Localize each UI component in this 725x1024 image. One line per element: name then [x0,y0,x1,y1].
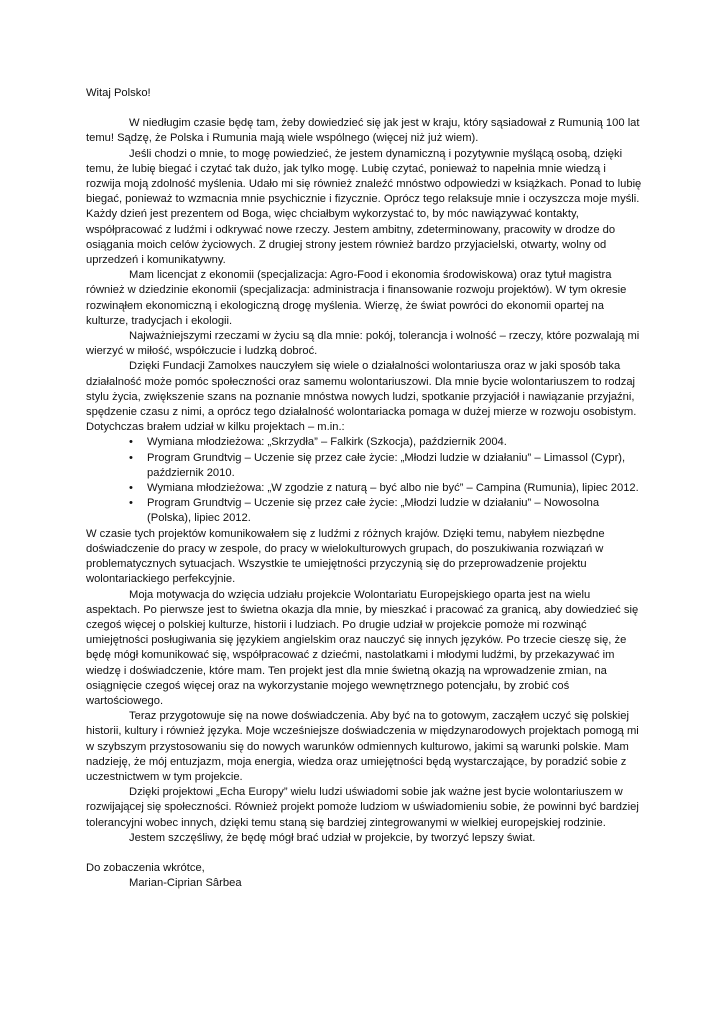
paragraph-volunteering: Dzięki Fundacji Zamolxes nauczyłem się wiele o działalności wolontariusza oraz w jaki sposób taka działalność może pomóc społeczności oraz samemu wolontariuszowi. Dla mnie bycie wolontariuszem to rodzaj stylu życia, zwiększenie szans na poznanie mnóstwa nowych ludzi, spotkanie przyjaciół i nawiązanie przyjaźni, spędzenie czasu z nimi, a oprócz tego działalność wolontariacka pomaga w dużej mierze w rozwoju osobistym. Dotychczas brałem udział w kilku projektach – m.in.: [86,360,637,434]
paragraph-education: Mam licencjat z ekonomii (specjalizacja: Agro-Food i ekonomia środowiskowa) oraz tytuł magistra również w dziedzinie ekonomii (specjalizacja: administracja i finansowanie rozwoju projektów). W tym okresie rozwinąłem ekonomiczną i ekologiczną drogę myślenia. Wierzę, że świat powróci do ekonomii opartej na kulturze, tradycjach i ekologii. [86,269,627,327]
list-item: • Wymiana młodzieżowa: „W zgodzie z naturą – być albo nie być” – Campina (Rumunia), lipiec 2012. [129,481,642,496]
spacer [86,101,642,116]
paragraph-happy: Jestem szczęśliwy, że będę mógł brać udział w projekcie, by tworzyć lepszy świat. [129,831,536,844]
paragraph-motivation: Moja motywacja do wzięcia udziału projekcie Wolontariatu Europejskiego oparta jest na wielu aspektach. Po pierwsze jest to świetna okazja dla mnie, by mieszkać i pracować za granicą, aby dowiedzieć się czegoś więcej o polskiej kulturze, historii i ludziach. Po drugie udział w projekcie pomoże mi rozwinąć umiejętności posługiwania się językiem angielskim oraz nauczyć się innych języków. Po trzecie cieszę się, że będę mógł komunikować się, współpracować z dziećmi, nastolatkami i młodymi ludźmi, by przekazywać im wiedzę i doświadczenie, które mam. Ten projekt jest dla mnie świetną okazją na wprowadzenie zmian, na osiągnięcie czegoś więcej oraz na wykorzystanie mojego wewnętrznego potencjału, by zrobić coś wartościowego. [86,588,639,707]
spacer [86,846,642,861]
list-item: • Program Grundtvig – Uczenie się przez całe życie: „Młodzi ludzie w działaniu” – Limassol (Cypr), październik 2010. [129,451,642,481]
paragraph-preparation: Teraz przygotowuje się na nowe doświadczenia. Aby być na to gotowym, zacząłem uczyć się polskiej historii, kultury i również języka. Moje wcześniejsze doświadczenia w międzynarodowych projektach pomogą mi w szybszym przystosowaniu się do nowych warunków odmiennych kulturowo, jakimi są warunki polskie. Mam nadzieję, że mój entuzjazm, moja energia, wiedza oraz umiejętności będą wystarczające, by poradzić sobie z uczestnictwem w tym projekcie. [86,710,639,783]
greeting: Witaj Polsko! [86,87,151,99]
paragraph-about-me: Jeśli chodzi o mnie, to mogę powiedzieć, że jestem dynamiczną i pozytywnie myślącą osobą, dzięki temu, że lubię biegać i czytać tak dużo, jak tylko mogę. Lubię czytać, ponieważ to napełnia mnie wiedzą i rozwija moją zdolność myślenia. Udało mi się również znaleźć mnóstwo odpowiedzi w książkach. Ponad to lubię biegać, ponieważ to wzmacnia mnie psychicznie i fizycznie. Oprócz tego relaksuje mnie i oczyszcza moje myśli. Każdy dzień jest prezentem od Boga, więc chciałbym wykorzystać to, by móc nawiązywać kontakty, współpracować z ludźmi i odkrywać nowe rzeczy. Jestem ambitny, zdeterminowany, pracowity w drodze do osiągania moich celów życiowych. Z drugiej strony jestem również bardzo przyjacielski, otwarty, wolny od uprzedzeń i komunikatywny. [86,147,642,267]
paragraph-intro: W niedługim czasie będę tam, żeby dowiedzieć się jak jest w kraju, który sąsiadował z Rumunią 100 lat temu! Sądzę, że Polska i Rumunia mają wiele wspólnego (więcej niż już wiem). [86,117,640,145]
paragraph-echoes-of-europe: Dzięki projektowi „Echa Europy” wielu ludzi uświadomi sobie jak ważne jest bycie wolontariuszem w rozwijającej się społeczności. Również projekt pomoże ludziom w uświadomieniu sobie, że powinni być bardziej tolerancyjni wobec innych, dzięki temu staną się bardziej zintegrowanymi w wielkiej europejskiej rodzinie. [86,786,639,829]
project-list [86,435,642,526]
signature-name: Marian-Ciprian Sârbea [129,877,242,890]
paragraph-values: Najważniejszymi rzeczami w życiu są dla mnie: pokój, tolerancja i wolność – rzeczy, które pozwalają mi wierzyć w miłość, współczucie i ludzką dobroć. [86,330,640,358]
letter-page [86,86,642,891]
list-item: • Program Grundtvig – Uczenie się przez całe życie: „Młodzi ludzie w działaniu” – Nowosolna (Polska), lipiec 2012. [129,496,642,526]
paragraph-experience: W czasie tych projektów komunikowałem się z ludźmi z różnych krajów. Dzięki temu, nabyłem niezbędne doświadczenie do pracy w zespole, do pracy w wielokulturowych grupach, do poszukiwania rozwiązań w problematycznych sytuacjach. Wszystkie te umiejętności przyczynią się do przeprowadzenie projektu wolontariackiego perfekcyjnie. [86,527,605,586]
closing-line: Do zobaczenia wkrótce, [86,861,205,874]
list-item: • Wymiana młodzieżowa: „Skrzydła” – Falkirk (Szkocja), październik 2004. [129,435,642,450]
